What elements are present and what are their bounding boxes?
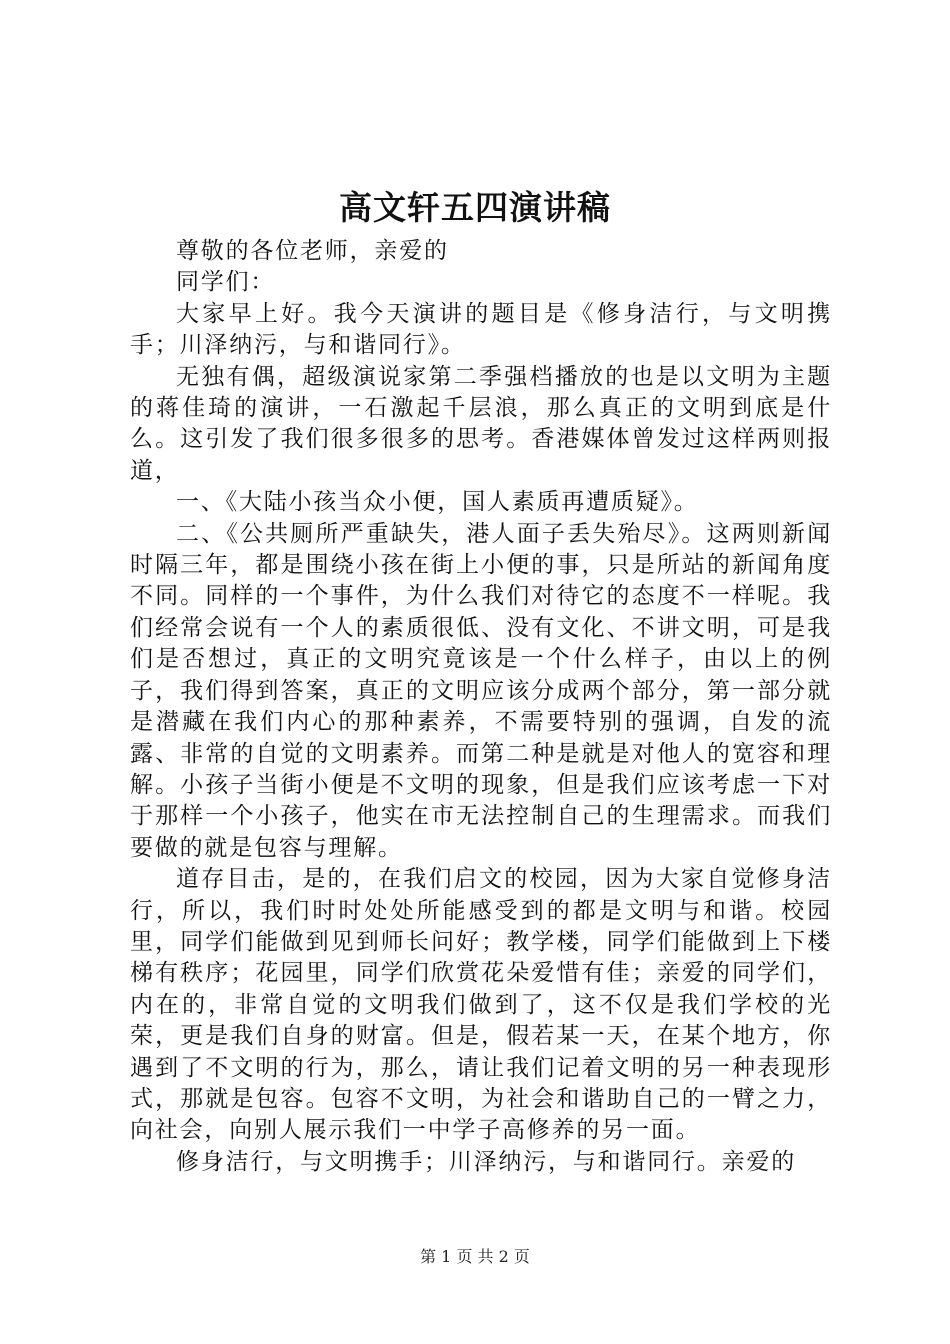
page-number: 第 1 页 [420,1247,473,1266]
paragraph-closing: 修身洁行，与文明携手；川泽纳污，与和谐同行。亲爱的 [176,1148,796,1175]
page-total: 共 2 页 [477,1247,530,1266]
paragraph-campus: 道存目击，是的，在我们启文的校园，因为大家自觉修身洁行，所以，我们时时处处所能感受到的都是文明与和谐。校园里，同学们能做到见到师长问好；教学楼，同学们能做到上下楼梯有秩序；花园里，同学们欣赏花朵爱惜有佳；亲爱的同学们，内在的，非常自觉的文明我们做到了，这不仅是我们学校的光荣，更是我们自身的财富。但是，假若某一天，在某个地方，你遇到了不文明的行为，那么，请让我们记着文明的另一种表现形式，那就是包容。包容不文明，为社会和谐助自己的一臂之力，向社会，向别人展示我们一中学子高修养的另一面。 [130,866,832,1144]
salutation-line-1: 尊敬的各位老师，亲爱的 [176,238,449,264]
document-body [130,236,832,1178]
paragraph-greeting: 大家早上好。我今天演讲的题目是《修身洁行，与文明携手；川泽纳污，与和谐同行》。 [130,300,832,359]
document-title: 高文轩五四演讲稿 [339,188,611,227]
page-footer [0,1245,950,1269]
paragraph-report-1: 一、《大陆小孩当众小便，国人素质再遭质疑》。 [176,489,699,516]
salutation-line-2: 同学们： [176,269,276,296]
paragraph-intro: 无独有偶，超级演说家第二季强档播放的也是以文明为主题的蒋佳琦的演讲，一石激起千层浪，那么真正的文明到底是什么。这引发了我们很多很多的思考。香港媒体曾发过这样两则报道， [130,363,832,484]
paragraph-report-2: 二、《公共厕所严重缺失，港人面子丢失殆尽》。这两则新闻时隔三年，都是围绕小孩在街上小便的事，只是所站的新闻角度不同。同样的一个事件，为什么我们对待它的态度不一样呢。我们经常会说有一个人的素质很低、没有文化、不讲文明，可是我们是否想过，真正的文明究竟该是一个什么样子，由以上的例子，我们得到答案，真正的文明应该分成两个部分，第一部分就是潜藏在我们内心的那种素养，不需要特别的强调，自发的流露、非常的自觉的文明素养。而第二种是就是对他人的宽容和理解。小孩子当街小便是不文明的现象，但是我们应该考虑一下对于那样一个小孩子，他实在市无法控制自己的生理需求。而我们要做的就是包容与理解。 [130,520,832,861]
